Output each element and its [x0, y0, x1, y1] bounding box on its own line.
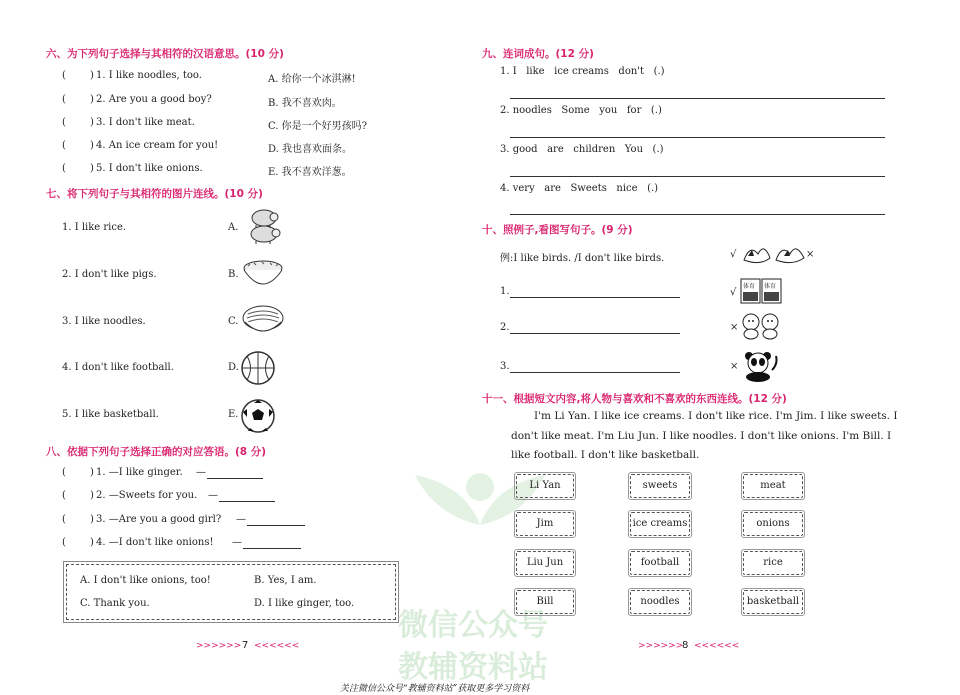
s10-check-mark: √ [730, 249, 737, 260]
s6-option-e: E. 我不喜欢洋葱。 [268, 167, 352, 178]
s7-sentence-5: 5. I like basketball. [62, 409, 159, 420]
like-box-sweets[interactable]: sweets [630, 474, 690, 498]
person-box-liu-jun[interactable]: Liu Jun [516, 551, 574, 575]
s9-answer-line-4[interactable] [510, 214, 885, 215]
s8-paren-close: ) [90, 490, 94, 501]
s8-paren-close: ) [90, 514, 94, 525]
s6-paren-close: ) [90, 140, 94, 151]
s8-paren-open: ( [62, 467, 66, 478]
s8-dash-4: — [232, 537, 242, 548]
s8-options-box [66, 564, 396, 620]
section7-title: 七、将下列句子与其相符的图片连线。(10 分) [46, 188, 263, 200]
s7-sentence-3: 3. I like noodles. [62, 316, 146, 327]
s8-option-a: A. I don't like onions, too! [80, 575, 211, 586]
section10-title: 十、照例子,看图写句子。(9 分) [482, 224, 633, 236]
s10-item-1: 1. [500, 286, 510, 297]
panda-icon [740, 350, 780, 386]
dislike-box-basketball[interactable]: basketball [743, 590, 803, 614]
s8-answer-blank-1[interactable] [207, 478, 263, 479]
dislike-box-onions[interactable]: onions [743, 512, 803, 536]
s10-check-mark-1: √ [730, 287, 737, 298]
s6-sentence-4: 4. An ice cream for you! [96, 140, 219, 151]
s6-option-a: A. 给你一个冰淇淋! [268, 74, 356, 85]
person-box-jim[interactable]: Jim [516, 512, 574, 536]
noodles-icon [240, 304, 286, 344]
s10-cross-mark-2: × [730, 322, 739, 333]
s7-letter-c: C. [228, 316, 239, 327]
s10-cross-mark: × [806, 249, 815, 260]
s7-letter-e: E. [228, 409, 239, 420]
right-page-arrows-left: <<<<<< [694, 641, 740, 651]
s10-answer-line-3[interactable] [510, 372, 680, 373]
s10-answer-line-1[interactable] [510, 297, 680, 298]
s9-item-1: 1. I like ice creams don't (.) [500, 66, 665, 77]
s8-option-c: C. Thank you. [80, 598, 150, 609]
s6-option-d: D. 我也喜欢面条。 [268, 144, 353, 155]
s7-sentence-2: 2. I don't like pigs. [62, 269, 157, 280]
s8-answer-blank-4[interactable] [243, 548, 301, 549]
book-label-1: 体育 [743, 283, 756, 290]
s6-paren-open: ( [62, 140, 66, 151]
s7-letter-a: A. [228, 222, 239, 233]
s8-sentence-3: 3. —Are you a good girl? [96, 514, 222, 525]
s8-dash-2: — [208, 490, 218, 501]
s8-paren-open: ( [62, 537, 66, 548]
s8-dash-1: — [196, 467, 206, 478]
watermark-text-2: 教辅资料站 [398, 650, 548, 685]
s6-paren-open: ( [62, 163, 66, 174]
bottom-note: 关注微信公众号“教辅资料站”获取更多学习资料 [340, 684, 530, 694]
watermark-text-1: 微信公众号 [398, 608, 548, 643]
right-page-number: 8 [682, 640, 689, 651]
s6-sentence-1: 1. I like noodles, too. [96, 70, 202, 81]
like-box-ice-creams[interactable]: ice creams [630, 512, 690, 536]
s8-option-b: B. Yes, I am. [254, 575, 317, 586]
dislike-box-meat[interactable]: meat [743, 474, 803, 498]
like-box-noodles[interactable]: noodles [630, 590, 690, 614]
s8-sentence-1: 1. —I like ginger. [96, 467, 183, 478]
like-box-football[interactable]: football [630, 551, 690, 575]
s6-sentence-2: 2. Are you a good boy? [96, 94, 212, 105]
person-box-li-yan[interactable]: Li Yan [516, 474, 574, 498]
s6-paren-close: ) [90, 117, 94, 128]
left-page-arrows-right: >>>>>> [196, 641, 242, 651]
s10-item-2: 2. [500, 322, 510, 333]
person-box-bill[interactable]: Bill [516, 590, 574, 614]
s11-passage-line-1: I'm Li Yan. I like ice creams. I don't like rice. I'm Jim. I like sweets. I [534, 410, 898, 422]
s8-sentence-2: 2. —Sweets for you. [96, 490, 198, 501]
s9-answer-line-3[interactable] [510, 176, 885, 177]
s6-paren-open: ( [62, 117, 66, 128]
s6-option-c: C. 你是一个好男孩吗? [268, 121, 368, 132]
right-page-arrows-right: >>>>>> [638, 641, 684, 651]
s8-answer-blank-3[interactable] [247, 525, 305, 526]
monkeys-icon [740, 312, 782, 344]
s10-example: 例:I like birds. /I don't like birds. [500, 253, 665, 264]
basketball-icon [240, 350, 276, 390]
s8-option-d: D. I like ginger, too. [254, 598, 355, 609]
s7-sentence-1: 1. I like rice. [62, 222, 127, 233]
s6-sentence-5: 5. I don't like onions. [96, 163, 203, 174]
s7-letter-d: D. [228, 362, 239, 373]
s8-paren-close: ) [90, 537, 94, 548]
birds-icon [740, 240, 808, 274]
s10-answer-line-2[interactable] [510, 333, 680, 334]
s6-paren-close: ) [90, 70, 94, 81]
left-page-arrows-left: <<<<<< [254, 641, 300, 651]
left-page-number: 7 [242, 640, 249, 651]
s8-paren-close: ) [90, 467, 94, 478]
s7-letter-b: B. [228, 269, 239, 280]
s9-answer-line-2[interactable] [510, 137, 885, 138]
football-icon [240, 398, 276, 438]
s7-sentence-4: 4. I don't like football. [62, 362, 174, 373]
pigs-icon [240, 206, 290, 250]
s9-item-2: 2. noodles Some you for (.) [500, 105, 662, 116]
s6-sentence-3: 3. I don't like meat. [96, 117, 195, 128]
s8-answer-blank-2[interactable] [219, 501, 275, 502]
section8-title: 八、依据下列句子选择正确的对应答语。(8 分) [46, 446, 267, 458]
s8-paren-open: ( [62, 514, 66, 525]
s11-passage-line-2: don't like meat. I'm Liu Jun. I like noodles. I don't like onions. I'm Bill. I [511, 430, 892, 442]
book-label-2: 体育 [764, 283, 777, 290]
dislike-box-rice[interactable]: rice [743, 551, 803, 575]
s6-paren-close: ) [90, 94, 94, 105]
s9-answer-line-1[interactable] [510, 98, 885, 99]
s9-item-4: 4. very are Sweets nice (.) [500, 183, 659, 194]
s9-item-3: 3. good are children You (.) [500, 144, 664, 155]
section6-title: 六、为下列句子选择与其相符的汉语意思。(10 分) [46, 48, 284, 60]
s10-cross-mark-3: × [730, 361, 739, 372]
rice-bowl-icon [240, 258, 286, 298]
s6-option-b: B. 我不喜欢肉。 [268, 98, 342, 109]
s10-item-3: 3. [500, 361, 510, 372]
s8-sentence-4: 4. —I don't like onions! [96, 537, 214, 548]
section11-title: 十一、根据短文内容,将人物与喜欢和不喜欢的东西连线。(12 分) [482, 393, 787, 405]
s11-passage-line-3: like football. I don't like basketball. [511, 449, 700, 461]
s6-paren-close: ) [90, 163, 94, 174]
s6-paren-open: ( [62, 70, 66, 81]
s6-paren-open: ( [62, 94, 66, 105]
s8-dash-3: — [236, 514, 246, 525]
s8-paren-open: ( [62, 490, 66, 501]
section9-title: 九、连词成句。(12 分) [482, 48, 594, 60]
